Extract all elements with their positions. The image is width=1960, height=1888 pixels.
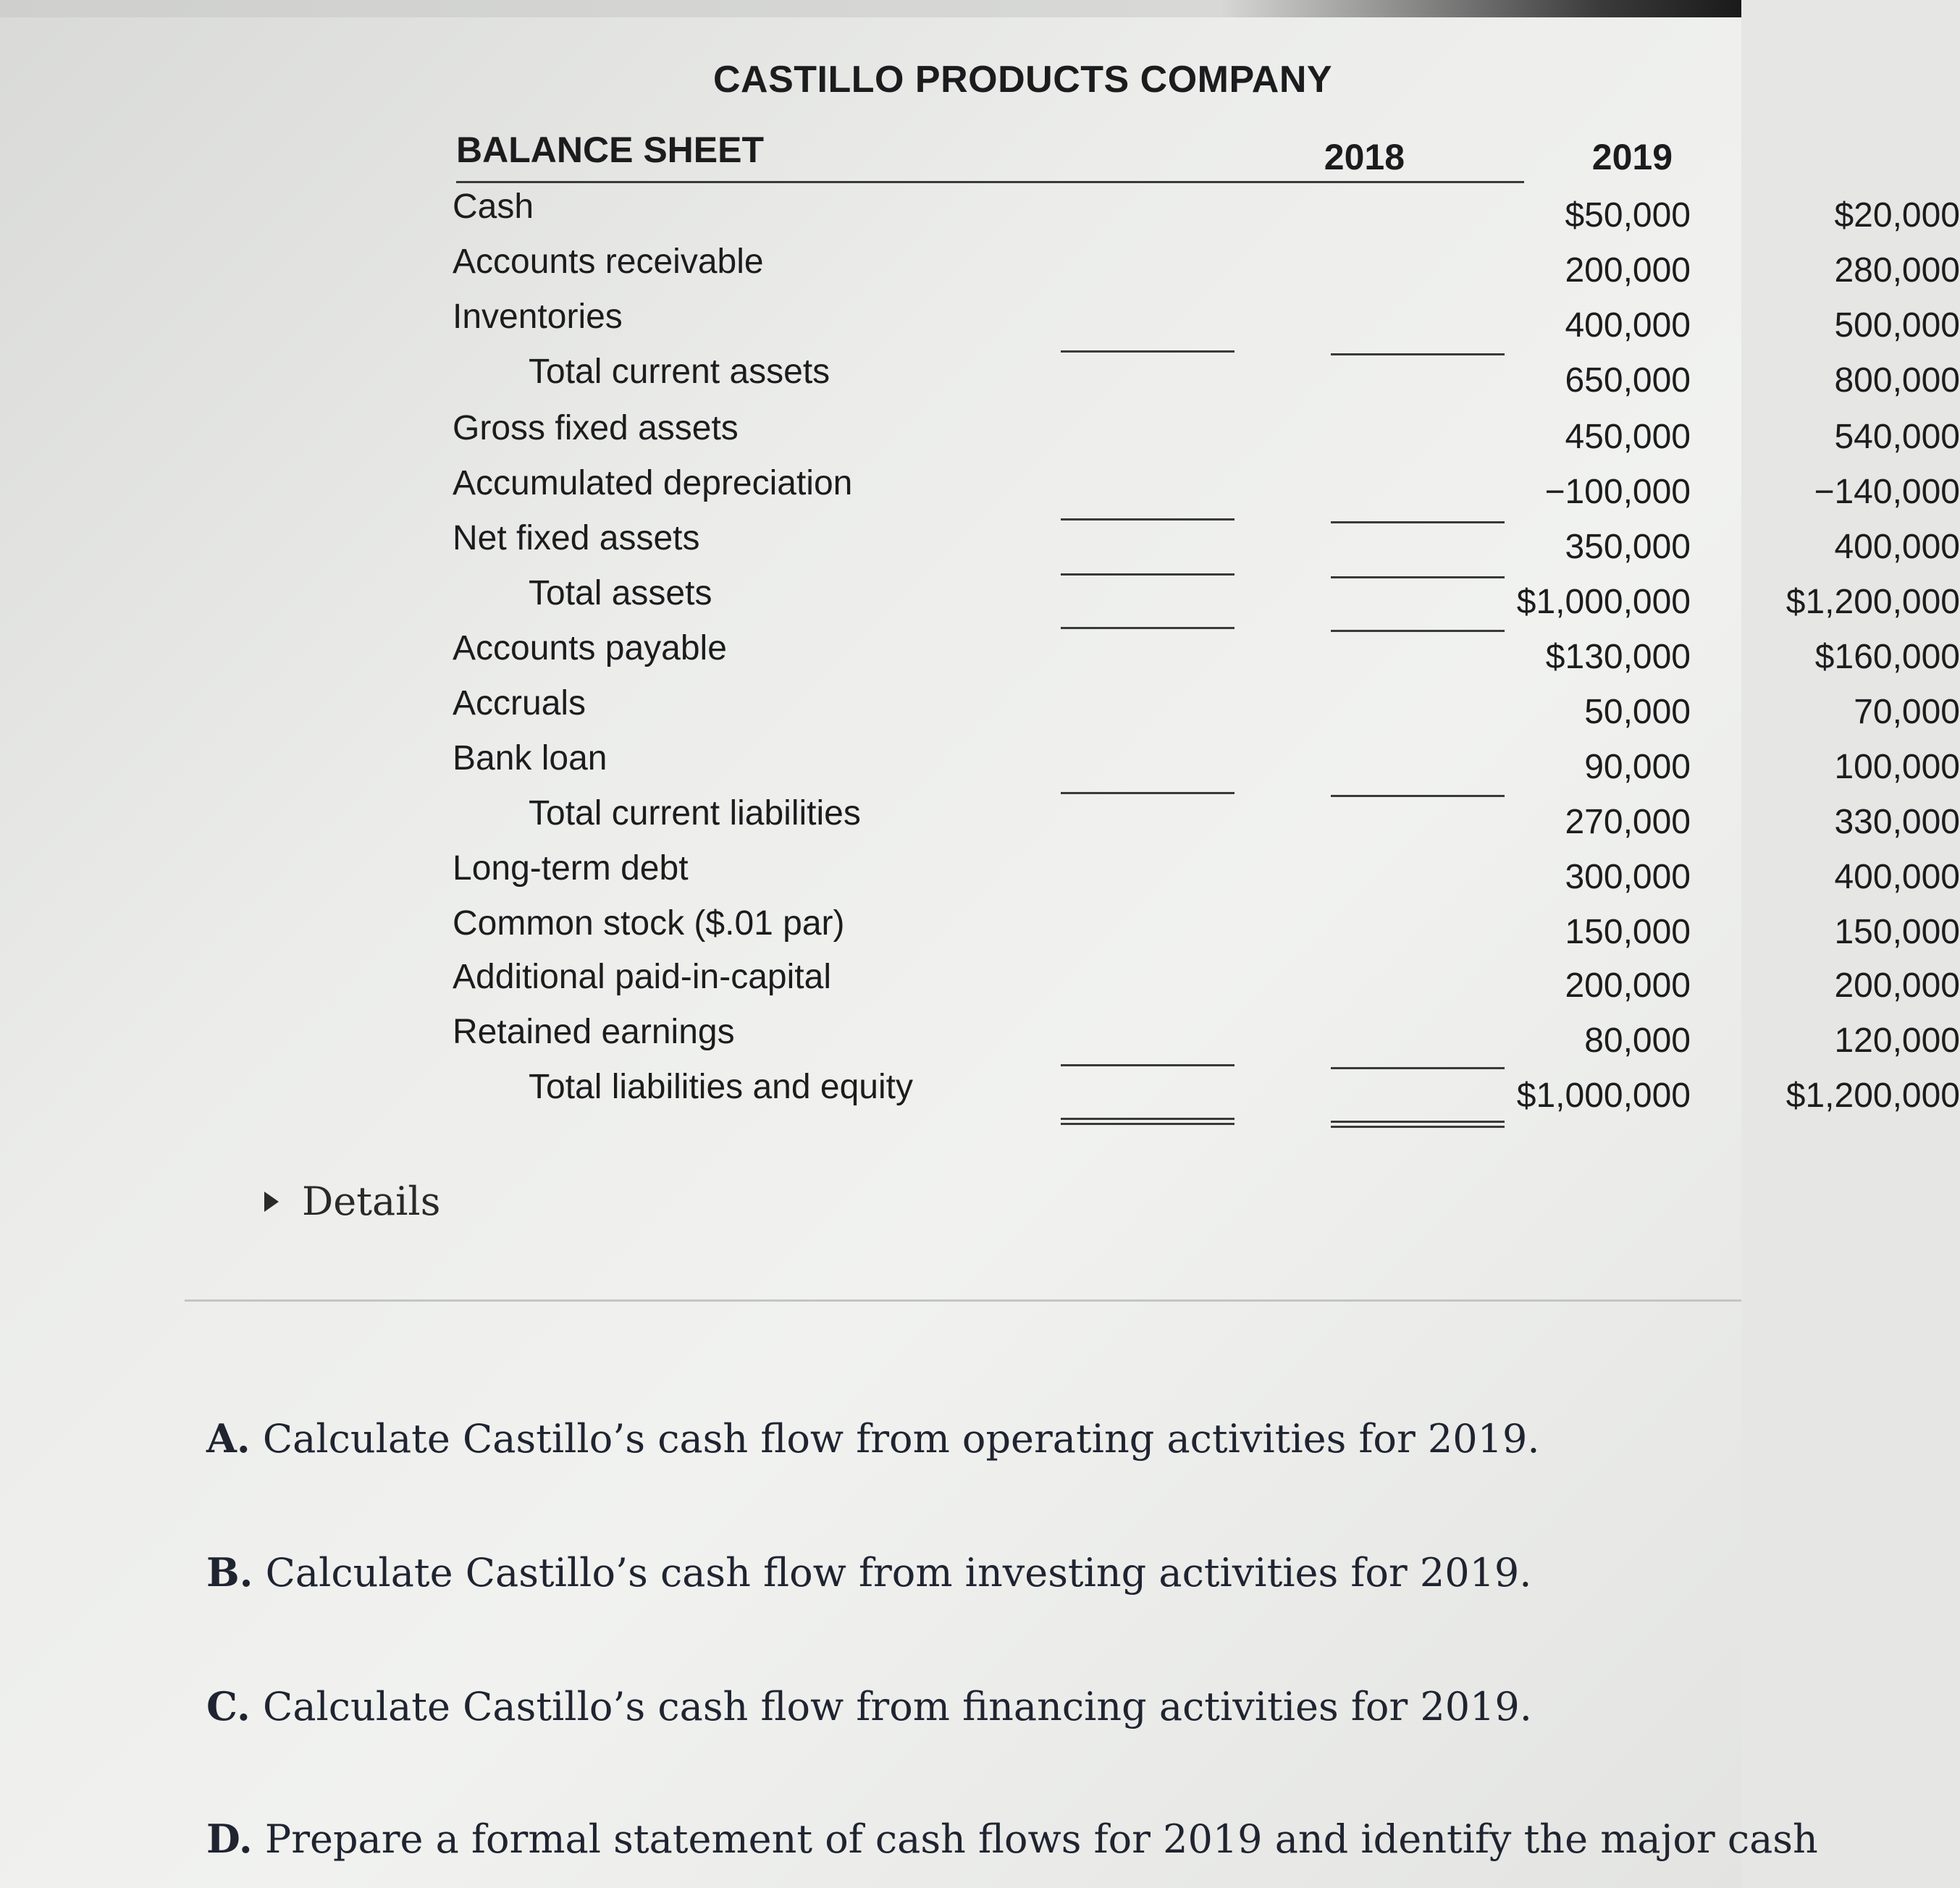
retained-earnings-2019: 120,000 bbox=[1834, 1021, 1960, 1060]
double-rule bbox=[1331, 1121, 1505, 1123]
total-liabilities-and-equity-2018: $1,000,000 bbox=[1516, 1076, 1691, 1115]
double-rule bbox=[1061, 1123, 1235, 1125]
total-current-assets-2018: 650,000 bbox=[1565, 361, 1691, 400]
question-d-letter: D. bbox=[206, 1816, 253, 1862]
row-label-accounts-receivable: Accounts receivable bbox=[453, 243, 764, 281]
long-term-debt-2018: 300,000 bbox=[1565, 858, 1691, 896]
accounts-payable-2018: $130,000 bbox=[1545, 638, 1691, 676]
question-a-letter: A. bbox=[206, 1415, 251, 1462]
table-row bbox=[453, 903, 1960, 958]
table-row bbox=[453, 957, 1960, 1012]
table-row bbox=[453, 187, 1960, 242]
question-b bbox=[206, 1549, 1531, 1596]
row-label-total-assets: Total assets bbox=[529, 574, 712, 612]
triangle-right-icon bbox=[264, 1192, 279, 1212]
row-label-common-stock: Common stock ($.01 par) bbox=[453, 904, 845, 943]
cash-2019: $20,000 bbox=[1834, 196, 1960, 235]
gross-fixed-assets-2018: 450,000 bbox=[1565, 418, 1691, 456]
net-fixed-assets-2019: 400,000 bbox=[1834, 528, 1960, 566]
row-label-net-fixed-assets: Net fixed assets bbox=[453, 519, 700, 557]
additional-paid-in-capital-2018: 200,000 bbox=[1565, 966, 1691, 1005]
row-label-bank-loan: Bank loan bbox=[453, 739, 607, 777]
double-rule bbox=[1061, 1118, 1235, 1120]
additional-paid-in-capital-2019: 200,000 bbox=[1834, 966, 1960, 1005]
subtotal-rule bbox=[1061, 1064, 1235, 1066]
row-label-gross-fixed-assets: Gross fixed assets bbox=[453, 409, 739, 447]
top-edge bbox=[0, 0, 1741, 17]
table-row bbox=[453, 683, 1960, 738]
accounts-receivable-2018: 200,000 bbox=[1565, 251, 1691, 290]
row-label-retained-earnings: Retained earnings bbox=[453, 1013, 735, 1051]
accounts-receivable-2019: 280,000 bbox=[1834, 251, 1960, 290]
table-row bbox=[453, 628, 1960, 683]
section-divider bbox=[185, 1299, 1741, 1302]
accruals-2018: 50,000 bbox=[1584, 693, 1691, 731]
table-row bbox=[453, 463, 1960, 518]
row-label-additional-paid-in-capital: Additional paid-in-capital bbox=[453, 958, 831, 996]
common-stock-2019: 150,000 bbox=[1834, 913, 1960, 951]
row-label-total-liabilities-and-equity: Total liabilities and equity bbox=[529, 1068, 913, 1106]
details-label: Details bbox=[302, 1179, 441, 1224]
table-row bbox=[453, 518, 1960, 573]
total-assets-2019: $1,200,000 bbox=[1786, 583, 1960, 621]
row-label-accruals: Accruals bbox=[453, 684, 586, 722]
question-b-text: Calculate Castillo’s cash flow from investing activities for 2019. bbox=[253, 1550, 1532, 1596]
table-row bbox=[453, 352, 1960, 407]
total-assets-2018: $1,000,000 bbox=[1516, 583, 1691, 621]
row-label-total-current-assets: Total current assets bbox=[529, 353, 830, 391]
accumulated-depreciation-2018: −100,000 bbox=[1544, 473, 1691, 511]
table-row bbox=[453, 793, 1960, 848]
total-current-liabilities-2019: 330,000 bbox=[1834, 803, 1960, 841]
question-c-text: Calculate Castillo’s cash flow from financing activities for 2019. bbox=[250, 1684, 1532, 1729]
table-row bbox=[453, 1012, 1960, 1067]
total-current-assets-2019: 800,000 bbox=[1834, 361, 1960, 400]
double-rule bbox=[1331, 1126, 1505, 1128]
row-label-total-current-liabilities: Total current liabilities bbox=[529, 794, 861, 833]
table-row bbox=[453, 738, 1960, 793]
question-c bbox=[206, 1683, 1532, 1729]
bank-loan-2019: 100,000 bbox=[1834, 748, 1960, 786]
table-row bbox=[453, 573, 1960, 628]
row-label-cash: Cash bbox=[453, 187, 534, 226]
table-row bbox=[453, 848, 1960, 903]
question-b-letter: B. bbox=[206, 1549, 253, 1596]
question-a bbox=[206, 1415, 1540, 1462]
inventories-2019: 500,000 bbox=[1834, 306, 1960, 345]
question-d bbox=[206, 1816, 1818, 1862]
total-current-liabilities-2018: 270,000 bbox=[1565, 803, 1691, 841]
bank-loan-2018: 90,000 bbox=[1584, 748, 1691, 786]
row-label-accounts-payable: Accounts payable bbox=[453, 629, 727, 667]
table-row bbox=[453, 242, 1960, 297]
accumulated-depreciation-2019: −140,000 bbox=[1814, 473, 1960, 511]
gross-fixed-assets-2019: 540,000 bbox=[1834, 418, 1960, 456]
balance-sheet-title: BALANCE SHEET bbox=[456, 130, 765, 170]
details-toggle[interactable] bbox=[264, 1179, 440, 1224]
row-label-inventories: Inventories bbox=[453, 298, 623, 336]
retained-earnings-2018: 80,000 bbox=[1584, 1021, 1691, 1060]
year-2019-header: 2019 bbox=[1591, 137, 1673, 177]
question-a-text: Calculate Castillo’s cash flow from operating activities for 2019. bbox=[250, 1416, 1540, 1462]
cash-2018: $50,000 bbox=[1565, 196, 1691, 235]
row-label-accumulated-depreciation: Accumulated depreciation bbox=[453, 464, 853, 502]
inventories-2018: 400,000 bbox=[1565, 306, 1691, 345]
company-title: CASTILLO PRODUCTS COMPANY bbox=[713, 59, 1333, 101]
long-term-debt-2019: 400,000 bbox=[1834, 858, 1960, 896]
table-row bbox=[453, 297, 1960, 352]
accruals-2019: 70,000 bbox=[1854, 693, 1960, 731]
row-label-long-term-debt: Long-term debt bbox=[453, 849, 689, 888]
table-row bbox=[453, 408, 1960, 463]
balance-sheet-header bbox=[456, 123, 1673, 183]
table-row bbox=[453, 1067, 1960, 1122]
question-d-text: Prepare a formal statement of cash flows for 2019 and identify the major cash bbox=[252, 1816, 1818, 1862]
net-fixed-assets-2018: 350,000 bbox=[1565, 528, 1691, 566]
common-stock-2018: 150,000 bbox=[1565, 913, 1691, 951]
question-c-letter: C. bbox=[206, 1683, 251, 1729]
total-liabilities-and-equity-2019: $1,200,000 bbox=[1786, 1076, 1960, 1115]
accounts-payable-2019: $160,000 bbox=[1814, 638, 1960, 676]
year-2018-header: 2018 bbox=[1324, 137, 1405, 177]
